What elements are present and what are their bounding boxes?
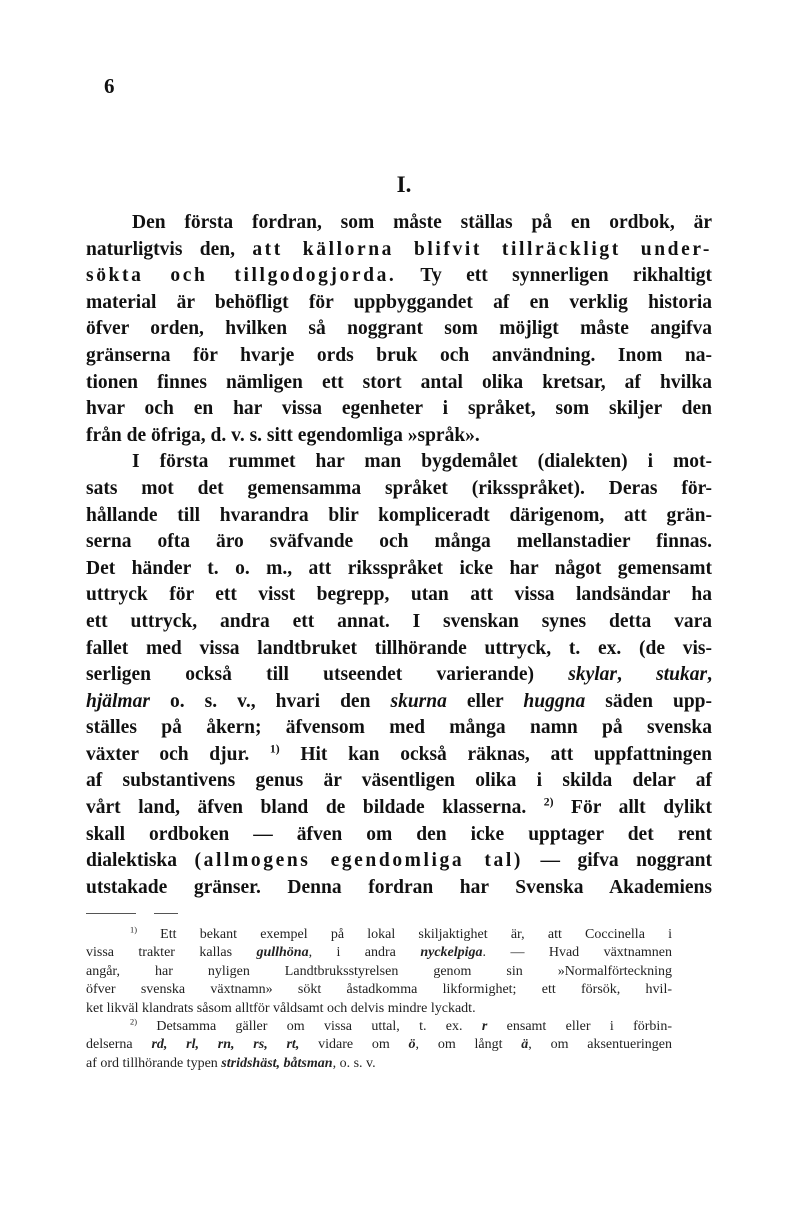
text-line: ett uttryck, andra ett annat. I svenskan synes detta vara	[86, 610, 712, 632]
text-line: I första rummet har man bygdemålet (dialekten) i mot-	[132, 451, 712, 473]
text-line: fallet med vissa landtbruket tillhörande uttryck, t. ex. (de vis-	[86, 637, 712, 659]
footnote-line	[86, 1036, 672, 1054]
text-line	[86, 237, 712, 264]
text-line	[86, 742, 712, 769]
text-span: ,	[707, 664, 712, 686]
text-span: För allt dylikt	[553, 797, 712, 819]
text-line: öfver orden, hvilken så noggrant som möjligt måste angifva	[86, 318, 712, 340]
text-span: säden upp-	[585, 690, 713, 712]
footnote-mark: 2)	[130, 1017, 137, 1027]
page-number: 6	[104, 74, 115, 98]
footnote-line: ket likväl klandrats såsom alltför våldsamt och delvis mindre lyckadt.	[86, 1000, 476, 1016]
text-span: , i andra	[308, 945, 421, 961]
text-line: hvar och en har vissa egenheter i språket, som skiljer den	[86, 398, 712, 420]
text-span: ,	[617, 664, 657, 686]
text-line: uttryck för ett visst begrepp, utan att vissa landsändar ha	[86, 584, 712, 606]
footnote-line	[86, 926, 672, 944]
text-line	[86, 689, 712, 716]
text-line: utstakade gränser. Denna fordran har Svenska Akademiens	[86, 876, 712, 898]
text-span: serligen också till utseendet varierande)	[86, 664, 569, 686]
italic-term: ä	[521, 1037, 529, 1053]
text-span: , om aksentueringen	[528, 1037, 672, 1053]
body-text	[86, 210, 712, 901]
footnote-line: öfver svenska växtnamn» sökt åstadkomma likformighet; ett försök, hvil-	[86, 982, 672, 998]
italic-term: hjälmar	[86, 690, 150, 712]
spaced-text: sökta och tillgodogjorda.	[86, 265, 397, 287]
text-line: ställes på åkern; äfvensom med många namn på svenska	[86, 717, 712, 739]
text-span: eller	[446, 690, 524, 712]
text-line: Det händer t. o. m., att riksspråket icke har något gemensamt	[86, 557, 712, 579]
text-line: serna ofta äro sväfvande och många mellanstadier finnas.	[86, 531, 712, 553]
text-line	[86, 848, 712, 875]
text-span: naturligtvis den,	[86, 238, 253, 260]
text-line	[86, 263, 712, 290]
footnote-line	[86, 1055, 672, 1073]
text-span: vidare om	[299, 1037, 409, 1053]
italic-term: stridshäst, båtsman	[221, 1055, 333, 1071]
italic-term: stukar	[656, 664, 708, 686]
text-line: sats mot det gemensamma språket (riksspråket). Deras för-	[86, 477, 712, 499]
spaced-text: (allmogens egendomliga tal)	[194, 850, 523, 872]
italic-term: nyckelpiga	[420, 945, 483, 961]
text-span: , om långt	[415, 1037, 522, 1053]
footnote-mark: 1)	[130, 925, 137, 935]
text-span: af ord tillhörande typen	[86, 1055, 222, 1071]
text-span: Detsamma gäller om vissa uttal, t. ex.	[136, 1019, 482, 1035]
text-span: . — Hvad växtnamnen	[482, 945, 673, 961]
text-span: dialektiska	[86, 850, 195, 872]
text-span: Ett bekant exempel på lokal skiljaktighet är, att Coccinella i	[136, 927, 672, 942]
text-span: Hit kan också räknas, att uppfattningen	[279, 743, 712, 765]
footnotes	[86, 926, 672, 1073]
italic-term: skurna	[390, 690, 447, 712]
text-line	[86, 662, 712, 689]
italic-term: r	[481, 1019, 488, 1035]
text-span: — gifva noggrant	[522, 850, 712, 872]
text-line: Den första fordran, som måste ställas på en ordbok, är	[132, 212, 712, 233]
text-line	[86, 795, 712, 822]
text-line: skall ordboken — äfven om den icke upptager det rent	[86, 823, 712, 845]
text-line: af substantivens genus är väsentligen olika i skilda delar af	[86, 770, 712, 792]
text-span: , o. s. v.	[332, 1055, 376, 1071]
footnote-ref[interactable]: 2)	[543, 795, 554, 809]
italic-term: skylar	[568, 664, 618, 686]
italic-term: rd, rl, rn, rs, rt,	[151, 1037, 300, 1053]
footnote-divider	[86, 913, 136, 914]
footnote-line	[86, 944, 672, 962]
text-span: o. s. v., hvari den	[149, 690, 391, 712]
text-line: material är behöfligt för uppbyggandet af en verklig historia	[86, 291, 712, 313]
text-span: växter och djur.	[86, 743, 270, 765]
footnote-line	[86, 1018, 672, 1036]
footnote-ref[interactable]: 1)	[269, 742, 280, 756]
text-span: vårt land, äfven bland de bildade klasserna.	[86, 797, 544, 819]
text-span: vissa trakter kallas	[86, 945, 257, 961]
text-span: Ty ett synnerligen rikhaltigt	[396, 265, 712, 287]
spaced-text: att källorna blifvit tillräckligt under-	[252, 238, 712, 260]
footnote-line: angår, har nyligen Landtbruksstyrelsen genom sin »Normalförteckning	[86, 963, 672, 979]
text-span: ensamt eller i förbin-	[487, 1019, 672, 1035]
section-heading: I.	[396, 172, 412, 197]
italic-term: gullhöna	[256, 945, 309, 961]
italic-term: ö	[408, 1037, 416, 1053]
text-span: delserna	[86, 1037, 152, 1053]
footnote-divider	[154, 913, 178, 914]
text-line: tionen finnes nämligen ett stort antal olika kretsar, af hvilka	[86, 371, 712, 393]
text-line: från de öfriga, d. v. s. sitt egendomliga »språk».	[86, 424, 480, 446]
text-line: gränserna för hvarje ords bruk och användning. Inom na-	[86, 344, 712, 366]
italic-term: huggna	[523, 690, 586, 712]
text-line: hållande till hvarandra blir kompliceradt därigenom, att grän-	[86, 504, 712, 526]
